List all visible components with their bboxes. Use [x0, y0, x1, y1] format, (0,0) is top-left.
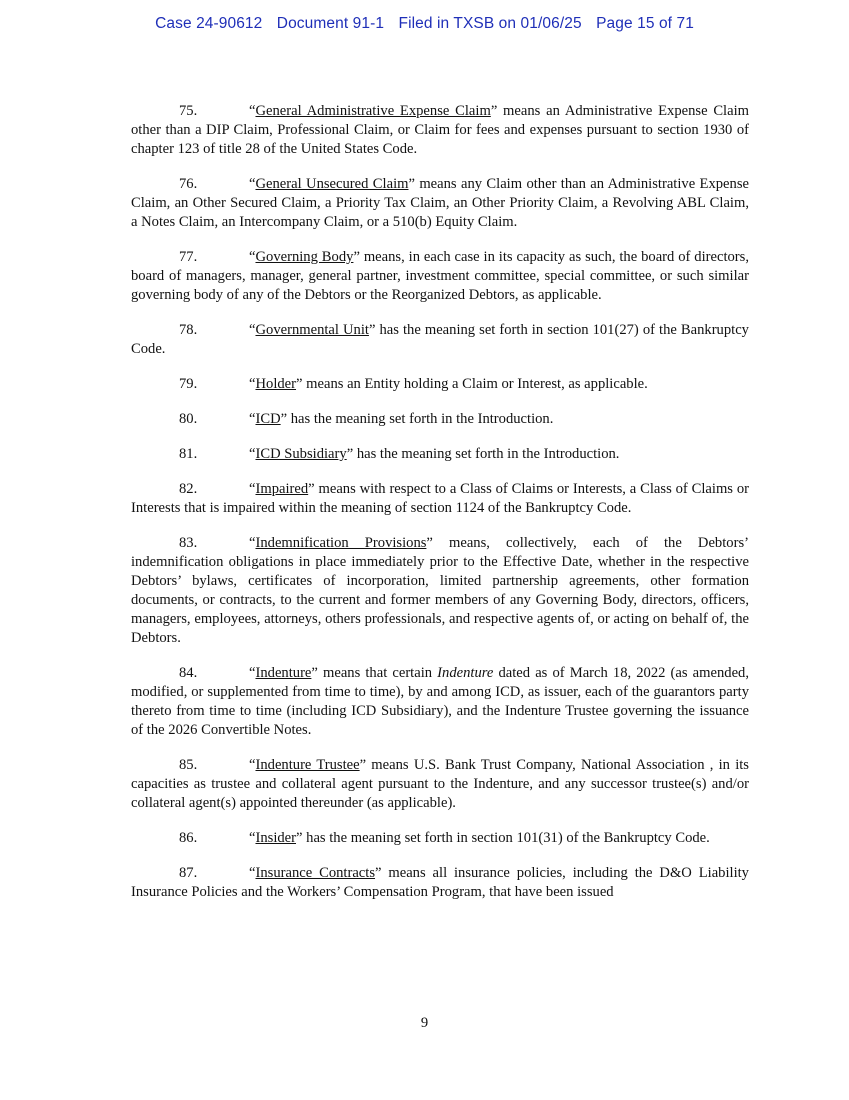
definition-text: ” means an Administrative Expense Claim other than a DIP Claim, Professional Claim, or Claim for fees and expenses pursuant to section 1930 of chapter 123 of title 28 of the United States Code. — [131, 103, 749, 157]
definition-text: ” means, in each case in its capacity as such, the board of directors, board of managers, manager, general partner, investment committee, special committee, or such similar governing body of any of the Debtors or the Reorganized Debtors, as applicable. — [131, 249, 749, 303]
defined-term: General Administrative Expense Claim — [255, 103, 491, 119]
definition-text: dated as of March 18, 2022 (as amended, modified, or supplemented from time to time), by and among ICD, as issuer, each of the guarantors party thereto from time to time (including ICD Subsidiary), and the Indenture Trustee governing the issuance of the 2026 Convertible Notes. — [131, 665, 749, 738]
definition-80: 80. “ICD” has the meaning set forth in the Introduction. — [179, 411, 554, 427]
para-number: 75. — [179, 103, 198, 119]
page-info: Page 15 of 71 — [596, 15, 694, 32]
defined-term: Holder — [255, 376, 297, 392]
para-number: 77. — [179, 249, 198, 265]
defined-term: General Unsecured Claim — [255, 176, 409, 192]
definition-text: ” means, collectively, each of the Debtors’ indemnification obligations in place immediately prior to the Effective Date, whether in the respective Debtors’ bylaws, certificates of incorporation, limited partnership agreements, other formation documents, or contracts, to the current and former members of any Governing Body, directors, officers, managers, employees, attorneys, others professionals, and respective agents of, or acting on behalf of, the Debtors. — [131, 535, 749, 646]
filing-header — [0, 15, 849, 33]
case-number: Case 24-90612 — [155, 15, 263, 32]
definition-82: 82. “Impaired” means with respect to a Class of Claims or Interests, a Class of Claims or Interests that is impaired within the meaning of section 1124 of the Bankruptcy Code. — [131, 481, 749, 516]
defined-term: Indenture — [255, 665, 312, 681]
defined-term: Impaired — [255, 481, 309, 497]
definition-85: 85. “Indenture Trustee” means U.S. Bank Trust Company, National Association , in its capacities as trustee and collateral agent pursuant to the Indenture, and any successor trustee(s) and/or collateral agent(s) appointed thereunder (as applicable). — [131, 757, 749, 811]
defined-term: Governing Body — [255, 249, 354, 265]
definition-83: 83. “Indemnification Provisions” means, collectively, each of the Debtors’ indemnification obligations in place immediately prior to the Effective Date, whether in the respective Debtors’ bylaws, certificates of incorporation, limited partnership agreements, other formation documents, or contracts, to the current and former members of any Governing Body, directors, officers, managers, employees, attorneys, others professionals, and respective agents of, or acting on behalf of, the Debtors. — [131, 535, 749, 646]
definition-text: ” has the meaning set forth in the Introduction. — [346, 446, 620, 462]
para-number: 87. — [179, 865, 198, 881]
definition-78: 78. “Governmental Unit” has the meaning set forth in section 101(27) of the Bankruptcy Code. — [131, 322, 749, 357]
defined-term: Insurance Contracts — [255, 865, 376, 881]
document-body — [131, 102, 749, 918]
defined-term: Governmental Unit — [255, 322, 369, 338]
italic-term: Indenture — [437, 665, 494, 681]
para-number: 84. — [179, 665, 198, 681]
definition-text: ” means all insurance policies, including the D&O Liability Insurance Policies and the Workers’ Compensation Program, that have been issued — [131, 865, 749, 900]
para-number: 85. — [179, 757, 198, 773]
definition-text: ” means with respect to a Class of Claims or Interests, a Class of Claims or Interests that is impaired within the meaning of section 1124 of the Bankruptcy Code. — [131, 481, 749, 516]
para-number: 83. — [179, 535, 198, 551]
para-number: 86. — [179, 830, 198, 846]
defined-term: Insider — [255, 830, 297, 846]
definition-81: 81. “ICD Subsidiary” has the meaning set forth in the Introduction. — [179, 446, 620, 462]
para-number: 81. — [179, 446, 198, 462]
definition-text: ” has the meaning set forth in section 101(27) of the Bankruptcy Code. — [131, 322, 749, 357]
definition-87: 87. “Insurance Contracts” means all insurance policies, including the D&O Liability Insurance Policies and the Workers’ Compensation Program, that have been issued — [131, 865, 749, 900]
defined-term: Indenture Trustee — [255, 757, 360, 773]
definition-text: ” means an Entity holding a Claim or Interest, as applicable. — [296, 376, 648, 392]
para-number: 76. — [179, 176, 198, 192]
defined-term: ICD Subsidiary — [255, 446, 347, 462]
definition-text: ” means any Claim other than an Administrative Expense Claim, an Other Secured Claim, a Priority Tax Claim, an Other Priority Claim, a Revolving ABL Claim, a Notes Claim, an Intercompany Claim, or a 510(b) Equity Claim. — [131, 176, 749, 230]
definition-text: ” means U.S. Bank Trust Company, National Association , in its capacities as trustee and collateral agent pursuant to the Indenture, and any successor trustee(s) and/or collateral agent(s) appointed thereunder (as applicable). — [131, 757, 749, 811]
definition-86: 86. “Insider” has the meaning set forth in section 101(31) of the Bankruptcy Code. — [179, 830, 710, 846]
para-number: 80. — [179, 411, 198, 427]
para-number: 78. — [179, 322, 198, 338]
defined-term: Indemnification Provisions — [255, 535, 427, 551]
definition-76: 76. “General Unsecured Claim” means any Claim other than an Administrative Expense Claim, an Other Secured Claim, a Priority Tax Claim, an Other Priority Claim, a Revolving ABL Claim, a Notes Claim, an Intercompany Claim, or a 510(b) Equity Claim. — [131, 176, 749, 230]
definition-79: 79. “Holder” means an Entity holding a Claim or Interest, as applicable. — [179, 376, 648, 392]
document-number: Document 91-1 — [276, 15, 385, 32]
para-number: 79. — [179, 376, 198, 392]
defined-term: ICD — [255, 411, 281, 427]
page-number: 9 — [420, 1015, 429, 1031]
definition-text-pre: ” means that certain — [311, 665, 438, 681]
definition-text: ” has the meaning set forth in the Introduction. — [280, 411, 554, 427]
definition-75: 75. “General Administrative Expense Claim” means an Administrative Expense Claim other than a DIP Claim, Professional Claim, or Claim for fees and expenses pursuant to section 1930 of chapter 123 of title 28 of the United States Code. — [131, 103, 749, 157]
para-number: 82. — [179, 481, 198, 497]
definition-text: ” has the meaning set forth in section 101(31) of the Bankruptcy Code. — [296, 830, 710, 846]
definition-84: 84. “Indenture” means that certain Indenture dated as of March 18, 2022 (as amended, modified, or supplemented from time to time), by and among ICD, as issuer, each of the guarantors party thereto from time to time (including ICD Subsidiary), and the Indenture Trustee governing the issuance of the 2026 Convertible Notes. — [131, 665, 749, 738]
filed-info: Filed in TXSB on 01/06/25 — [398, 15, 582, 32]
definition-77: 77. “Governing Body” means, in each case in its capacity as such, the board of directors, board of managers, manager, general partner, investment committee, special committee, or such similar governing body of any of the Debtors or the Reorganized Debtors, as applicable. — [131, 249, 749, 303]
